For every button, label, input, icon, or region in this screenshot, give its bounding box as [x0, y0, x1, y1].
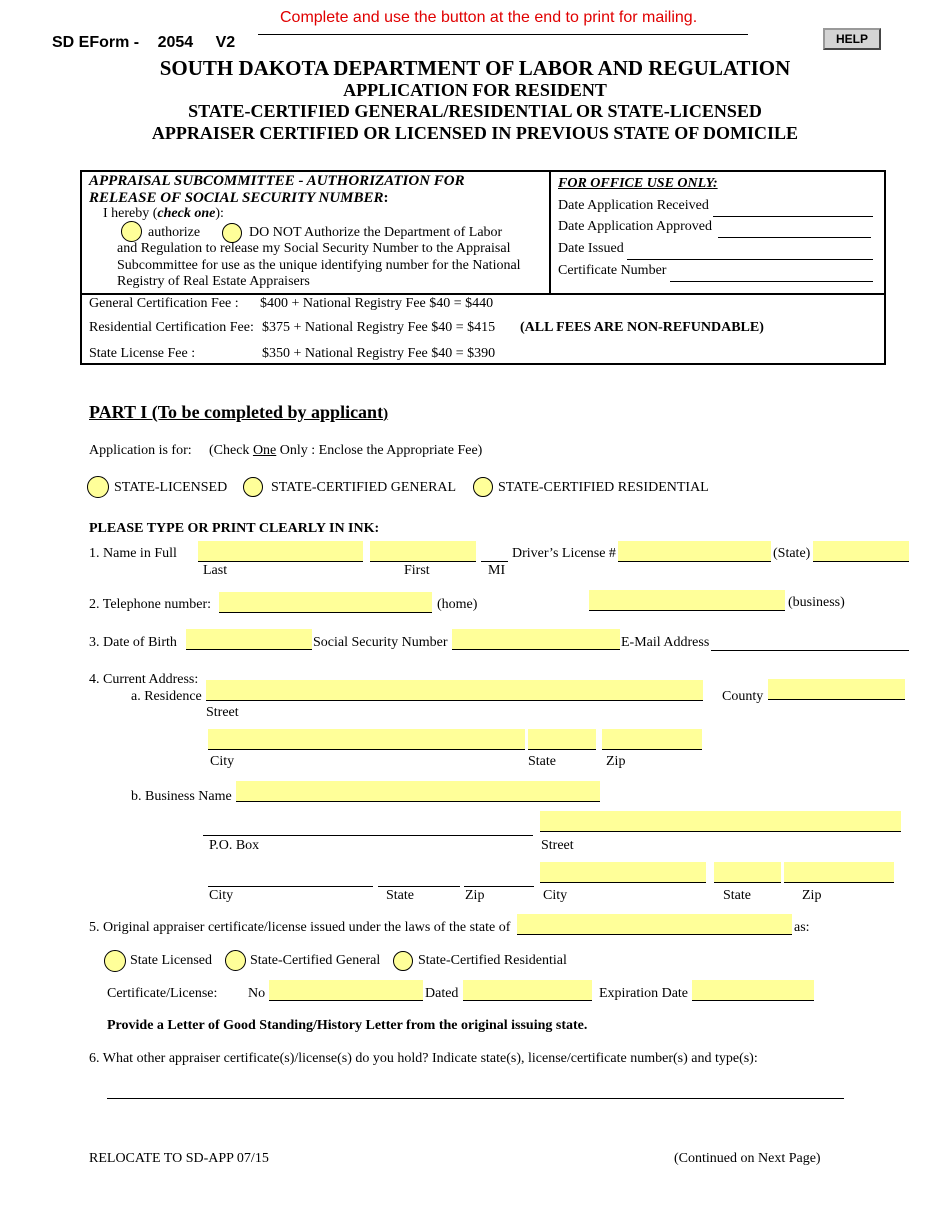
print-notice: Complete and use the button at the end to print for mailing. — [280, 9, 698, 26]
state-licensed-label: STATE-LICENSED — [114, 480, 228, 495]
form-version: V2 — [215, 34, 236, 51]
residential-fee-label: Residential Certification Fee: — [89, 320, 254, 335]
po-box-label: P.O. Box — [209, 838, 260, 853]
orig-licensed-radio[interactable] — [104, 950, 126, 972]
good-standing-note: Provide a Letter of Good Standing/History Letter from the original issuing state. — [107, 1018, 588, 1033]
app-subtitle-2: APPRAISER CERTIFIED OR LICENSED IN PREVIOUS STATE OF DOMICILE — [151, 123, 799, 143]
q6-label: 6. What other appraiser certificate(s)/license(s) do you hold? Indicate state(s), license/certificate number(s) and type(s): — [89, 1051, 758, 1066]
authorize-label: authorize — [148, 225, 201, 240]
general-fee-label: General Certification Fee : — [89, 296, 239, 311]
cert-license-label: Certificate/License: — [107, 986, 218, 1001]
business-name-input[interactable] — [236, 781, 600, 802]
mi-label: MI — [488, 563, 506, 578]
ssn-input[interactable] — [452, 629, 620, 650]
expiration-label: Expiration Date — [599, 986, 689, 1001]
home-label: (home) — [437, 597, 478, 612]
nonrefundable-note: (ALL FEES ARE NON-REFUNDABLE) — [520, 320, 764, 335]
office-approved-line — [718, 217, 871, 238]
ssn-label: Social Security Number — [313, 635, 448, 650]
state-licensed-radio[interactable] — [87, 476, 109, 498]
residence-state-label: State — [528, 754, 556, 769]
business-city-label: City — [543, 888, 568, 903]
business-state-label: State — [723, 888, 751, 903]
authorize-radio[interactable] — [121, 221, 142, 242]
business-label: (business) — [788, 595, 845, 610]
license-fee-label: State License Fee : — [89, 346, 196, 361]
po-zip-label: Zip — [465, 888, 485, 903]
orig-general-radio[interactable] — [225, 950, 246, 971]
notice-rule — [258, 34, 748, 35]
office-issued-line — [627, 239, 873, 260]
orig-residential-radio[interactable] — [393, 951, 413, 971]
q5-label: 5. Original appraiser certificate/license issued under the laws of the state of — [89, 920, 511, 935]
q1-label: 1. Name in Full — [89, 546, 177, 561]
hereby-em: check one — [157, 206, 216, 221]
hereby-pre: I hereby ( — [103, 206, 158, 221]
business-name-label: b. Business Name — [131, 789, 232, 804]
po-box-input[interactable] — [203, 815, 533, 836]
residence-city-label: City — [210, 754, 235, 769]
auth-box-divider-v — [549, 170, 551, 295]
ssn-line-3: Subcommittee for use as the unique identifying number for the National — [117, 258, 521, 273]
business-street-label: Street — [541, 838, 574, 853]
business-street-input[interactable] — [540, 811, 901, 832]
form-id — [52, 34, 235, 52]
check-post: Only : Enclose the Appropriate Fee) — [276, 443, 483, 458]
orig-residential-label: State-Certified Residential — [418, 953, 567, 968]
check-one-note — [209, 443, 482, 459]
orig-general-label: State-Certified General — [250, 953, 381, 968]
drivers-license-input[interactable] — [618, 541, 771, 562]
residential-fee-value: $375 + National Registry Fee $40 = $415 — [262, 320, 496, 335]
part1-title — [89, 402, 388, 423]
home-phone-input[interactable] — [219, 592, 432, 613]
business-zip-label: Zip — [802, 888, 822, 903]
residence-state-input[interactable] — [528, 729, 596, 750]
dated-input[interactable] — [463, 980, 592, 1001]
office-approved-label: Date Application Approved — [558, 219, 712, 234]
residence-label: a. Residence — [131, 689, 202, 704]
footer-left: RELOCATE TO SD-APP 07/15 — [89, 1151, 269, 1166]
general-fee-value: $400 + National Registry Fee $40 = $440 — [260, 296, 494, 311]
expiration-input[interactable] — [692, 980, 814, 1001]
last-name-input[interactable] — [198, 541, 363, 562]
check-pre: (Check — [209, 443, 253, 458]
county-label: County — [722, 689, 764, 704]
app-title: APPLICATION FOR RESIDENT — [343, 80, 607, 100]
original-state-input[interactable] — [517, 914, 792, 935]
q2-label: 2. Telephone number: — [89, 597, 212, 612]
other-licenses-input[interactable] — [107, 1078, 844, 1099]
license-fee-value: $350 + National Registry Fee $40 = $390 — [262, 346, 496, 361]
ssn-heading-2-colon: : — [383, 190, 389, 206]
po-zip-input[interactable] — [464, 866, 534, 887]
residence-zip-input[interactable] — [602, 729, 702, 750]
app-subtitle-1: STATE-CERTIFIED GENERAL/RESIDENTIAL OR STATE-LICENSED — [188, 101, 762, 121]
county-input[interactable] — [768, 679, 905, 700]
first-label: First — [404, 563, 430, 578]
office-issued-label: Date Issued — [558, 241, 624, 256]
ssn-line-4: Registry of Real Estate Appraisers — [117, 274, 310, 289]
office-received-label: Date Application Received — [558, 198, 709, 213]
po-state-label: State — [386, 888, 414, 903]
office-heading — [558, 176, 718, 192]
print-clearly-label: PLEASE TYPE OR PRINT CLEARLY IN INK: — [89, 521, 380, 536]
last-label: Last — [203, 563, 228, 578]
office-heading-text: FOR OFFICE USE ONLY — [558, 176, 713, 191]
app-for-label: Application is for: — [89, 443, 192, 458]
business-city-input[interactable] — [540, 862, 706, 883]
help-button[interactable]: HELP — [823, 28, 881, 50]
not-authorize-radio[interactable] — [222, 223, 242, 243]
business-state-input[interactable] — [714, 862, 781, 883]
office-certificate-label: Certificate Number — [558, 263, 667, 278]
dated-label: Dated — [425, 986, 459, 1001]
residence-street-label: Street — [206, 705, 239, 720]
business-phone-input[interactable] — [589, 590, 785, 611]
po-state-input[interactable] — [378, 866, 460, 887]
orig-licensed-label: State Licensed — [130, 953, 213, 968]
footer-right: (Continued on Next Page) — [674, 1151, 821, 1166]
ssn-heading-2-text: RELEASE OF SOCIAL SECURITY NUMBER — [89, 190, 384, 206]
cert-no-input[interactable] — [269, 980, 423, 1001]
cert-no-label: No — [248, 986, 266, 1001]
drivers-license-label: Driver’s License # — [512, 546, 616, 561]
certified-general-label: STATE-CERTIFIED GENERAL — [271, 480, 457, 495]
certified-residential-label: STATE-CERTIFIED RESIDENTIAL — [498, 480, 709, 495]
certified-general-radio[interactable] — [243, 477, 263, 497]
po-city-label: City — [209, 888, 234, 903]
hereby-post: ): — [215, 206, 224, 221]
as-label: as: — [794, 920, 810, 935]
dob-label: 3. Date of Birth — [89, 635, 177, 650]
residence-city-input[interactable] — [208, 729, 525, 750]
part1-title-text: PART I (To be completed by applicant — [89, 402, 384, 422]
business-zip-input[interactable] — [784, 862, 894, 883]
ssn-heading-2 — [89, 190, 389, 207]
po-city-input[interactable] — [208, 866, 373, 887]
part1-title-close: ) — [383, 406, 389, 422]
form-label: SD EForm - — [52, 34, 140, 51]
email-label: E-Mail Address — [621, 635, 710, 650]
residence-street-input[interactable] — [206, 680, 703, 701]
check-one: One — [252, 443, 277, 458]
dl-state-label: (State) — [773, 546, 811, 561]
not-authorize-label: DO NOT Authorize the Department of Labor — [249, 225, 503, 240]
auth-box-divider-h — [80, 293, 886, 295]
residence-zip-label: Zip — [606, 754, 626, 769]
ssn-heading-1: APPRAISAL SUBCOMMITTEE - AUTHORIZATION FOR — [89, 173, 465, 189]
ssn-line-2: and Regulation to release my Social Security Number to the Appraisal — [117, 241, 511, 256]
office-certificate-line — [670, 261, 873, 282]
dob-input[interactable] — [186, 629, 312, 650]
hereby-line — [103, 206, 224, 222]
certified-residential-radio[interactable] — [473, 477, 493, 497]
office-received-line — [713, 196, 873, 217]
email-input[interactable] — [711, 630, 909, 651]
dl-state-input[interactable] — [813, 541, 909, 562]
form-number: 2054 — [157, 34, 194, 51]
q4-label: 4. Current Address: — [89, 672, 199, 687]
first-name-input[interactable] — [370, 541, 476, 562]
dept-title: SOUTH DAKOTA DEPARTMENT OF LABOR AND REGULATION — [159, 56, 791, 80]
mi-input[interactable] — [481, 541, 508, 562]
office-heading-colon: : — [712, 176, 718, 191]
